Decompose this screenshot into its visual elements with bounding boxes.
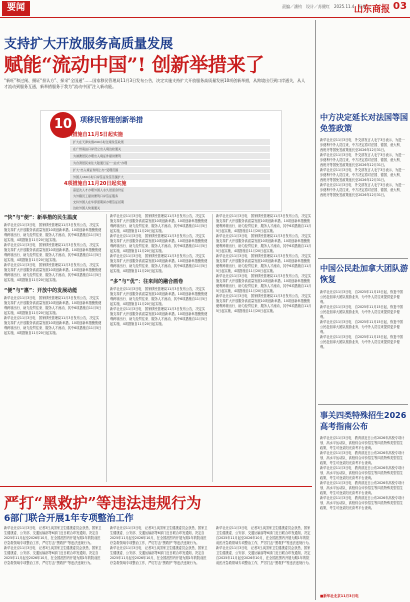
measure-item: 扩大“出入境证件网上办”受理范围 bbox=[70, 167, 270, 173]
measures-date-1: 6项措施自11月5日起实施 bbox=[64, 132, 123, 138]
sidebar-headline-2: 中国公民赴加拿大团队游恢复 bbox=[320, 264, 408, 284]
section-rule bbox=[0, 486, 312, 487]
byline: ■新华社北京11月3日电 bbox=[320, 594, 359, 598]
column-text: 新华社北京11月3日电 记者3日从国家卫生健康委员会获悉，国家卫生健康委、公安部、交通运输部等6部门近日联合印发通知，决定自2025年11月起至2026年10月，在全国范围内开展为期1年的院前医疗急救领域专项整治工作，严厉打击“黑救护”等违法违规行为。 bbox=[4, 546, 102, 565]
sidebar-divider bbox=[315, 20, 316, 600]
column-divider bbox=[106, 214, 107, 482]
column-text: 新华社北京11月3日电 国家移民管理局11月3日发布公告，决定实施支持扩大开放服务高质量发展10项创新举措。10项创新举措聚焦便利跨境出行、助力经贸往来、服务人才流动，其中6项措施自11月5日起实施，4项措施自11月20日起实施。 bbox=[216, 294, 312, 313]
column-subhead: “多”与“优”：往来间的融合画卷 bbox=[110, 279, 184, 285]
column-text: 新华社北京11月3日电 国家移民管理局11月3日发布公告，决定实施支持扩大开放服务高质量发展10项创新举措。10项创新举措聚焦便利跨境出行、助力经贸往来、服务人才流动，其中6项措施自11月5日起实施，4项措施自11月20日起实施。 bbox=[216, 274, 312, 293]
column-text: 新华社北京11月3日电 国家移民管理局11月3日发布公告，决定实施支持扩大开放服务高质量发展10项创新举措。10项创新举措聚焦便利跨境出行、助力经贸往来、服务人才流动，其中6项措施自11月5日起实施，4项措施自11月20日起实施。 bbox=[216, 214, 312, 233]
section-tag: 要闻 bbox=[2, 1, 30, 16]
sidebar-text-1 bbox=[320, 138, 406, 254]
column-text: 新华社北京11月3日电 国家移民管理局11月3日发布公告，决定实施支持扩大开放服务高质量发展10项创新举措。10项创新举措聚焦便利跨境出行、助力经贸往来、服务人才流动，其中6项措施自11月5日起实施，4项措施自11月20日起实施。 bbox=[4, 296, 102, 315]
column-text: 新华社北京11月3日电 记者3日从国家卫生健康委员会获悉，国家卫生健康委、公安部、交通运输部等6部门近日联合印发通知，决定自2025年11月起至2026年10月，在全国范围内开展为期1年的院前医疗急救领域专项整治工作，严厉打击“黑救护”等违法违规行为。 bbox=[110, 526, 208, 545]
measure-item: 扩大在天津实施240小时过境免签政策 bbox=[70, 139, 270, 145]
measures-count-badge: 10 bbox=[50, 112, 76, 138]
measure-item: 在广州南站口岸设立出入境边检通关 bbox=[70, 146, 270, 152]
masthead bbox=[0, 0, 410, 18]
column-text: 新华社北京11月3日电 国家移民管理局11月3日发布公告，决定实施支持扩大开放服务高质量发展10项创新举措。10项创新举措聚焦便利跨境出行、助力经贸往来、服务人才流动，其中6项措施自11月5日起实施，4项措施自11月20日起实施。 bbox=[4, 223, 102, 242]
column-text: 新华社北京11月3日电 国家移民管理局11月3日发布公告，决定实施支持扩大开放服务高质量发展10项创新举措。10项创新举措聚焦便利跨境出行、助力经贸往来、服务人才流动，其中6项措施自11月5日起实施，4项措施自11月20日起实施。 bbox=[110, 307, 208, 326]
measure-item: 边检外国人快速通关 bbox=[70, 205, 270, 210]
column-text: 新华社北京11月3日电 自2025年11月15日起，恢复中国公民赴加拿大团队旅游业务，为中外人员往来提供更多便利。 bbox=[320, 335, 403, 349]
measure-item: 外国人160小时口岸签证免签范围扩大 bbox=[70, 174, 270, 180]
sidebar-rule bbox=[318, 258, 408, 259]
bottom-subhead: 6部门联合开展1年专项整治工作 bbox=[4, 514, 134, 524]
column-text: 新华社北京11月3日电 外交部发言人毛宁3日表示，为进一步便利中外人员往来，中方决定将对法国、德国、意大利、西班牙等国免签政策延长至2026年12月31日。 bbox=[320, 183, 405, 197]
column-text: 新华社北京11月3日电 记者3日从国家卫生健康委员会获悉，国家卫生健康委、公安部、交通运输部等6部门近日联合印发通知，决定自2025年11月起至2026年10月，在全国范围内开展为期1年的院前医疗急救领域专项整治工作，严厉打击“黑救护”等违法违规行为。 bbox=[110, 546, 208, 565]
column-text: 新华社北京11月3日电 国家移民管理局11月3日发布公告，决定实施支持扩大开放服务高质量发展10项创新举措。10项创新举措聚焦便利跨境出行、助力经贸往来、服务人才流动，其中6项措施自11月5日起实施，4项措施自11月20日起实施。 bbox=[4, 263, 102, 282]
main-headline: 赋能“流动中国”! 创新举措来了 bbox=[4, 54, 265, 76]
measure-item: 为港澳居民办理出入境证件提供便利 bbox=[70, 153, 270, 159]
measure-item: 为外籍员工提供便利口岸签证服务 bbox=[70, 193, 270, 199]
column-subhead: “便”与“惠”：开放中的发展动能 bbox=[4, 288, 78, 294]
measure-item: 为台湾居民来往大陆通行证“一站式”办理 bbox=[70, 160, 270, 166]
column-text: 新华社北京11月3日电 国家移民管理局11月3日发布公告，决定实施支持扩大开放服务高质量发展10项创新举措。10项创新举措聚焦便利跨境出行、助力经贸往来、服务人才流动，其中6项措施自11月5日起实施，4项措施自11月20日起实施。 bbox=[216, 234, 312, 253]
column-text: 新华社北京11月3日电 外交部发言人毛宁3日表示，为进一步便利中外人员往来，中方决定将对法国、德国、意大利、西班牙等国免签政策延长至2026年12月31日。 bbox=[320, 168, 405, 182]
column-text: 新华社北京11月3日电 国家移民管理局11月3日发布公告，决定实施支持扩大开放服务高质量发展10项创新举措。10项创新举措聚焦便利跨境出行、助力经贸往来、服务人才流动，其中6项措施自11月5日起实施，4项措施自11月20日起实施。 bbox=[110, 287, 208, 306]
column-text: 新华社北京11月3日电 自2025年11月15日起，恢复中国公民赴加拿大团队旅游业务，为中外人员往来提供更多便利。 bbox=[320, 290, 403, 304]
column-subhead: “快”与“便”：新举措的民生温度 bbox=[4, 215, 78, 221]
column-text: 新华社北京11月3日电 自2025年11月15日起，恢复中国公民赴加拿大团队旅游业务，为中外人员往来提供更多便利。 bbox=[320, 305, 403, 319]
body-column-1 bbox=[4, 214, 102, 482]
column-text: 新华社北京11月3日电 教育部近日公布2026年高校专项计划、高水平运动队、高校综合评价招生等四类特殊类型招生政策，考生可登录阳光高考平台查询。 bbox=[320, 481, 405, 495]
column-text: 新华社北京11月3日电 国家移民管理局11月3日发布公告，决定实施支持扩大开放服务高质量发展10项创新举措。10项创新举措聚焦便利跨境出行、助力经贸往来、服务人才流动，其中6项措施自11月5日起实施，4项措施自11月20日起实施。 bbox=[110, 234, 208, 253]
column-text: 新华社北京11月3日电 记者3日从国家卫生健康委员会获悉，国家卫生健康委、公安部、交通运输部等6部门近日联合印发通知，决定自2025年11月起至2026年10月，在全国范围内开展为期1年的院前医疗急救领域专项整治工作，严厉打击“黑救护”等违法违规行为。 bbox=[4, 526, 102, 545]
column-text: 新华社北京11月3日电 记者3日从国家卫生健康委员会获悉，国家卫生健康委、公安部、交通运输部等6部门近日联合印发通知，决定自2025年11月起至2026年10月，在全国范围内开展为期1年的院前医疗急救领域专项整治工作，严厉打击“黑救护”等违法违规行为。 bbox=[216, 526, 312, 545]
column-text: 新华社北京11月3日电 教育部近日公布2026年高校专项计划、高水平运动队、高校综合评价招生等四类特殊类型招生政策，考生可登录阳光高考平台查询。 bbox=[320, 451, 405, 465]
column-text: 新华社北京11月3日电 国家移民管理局11月3日发布公告，决定实施支持扩大开放服务高质量发展10项创新举措。10项创新举措聚焦便利跨境出行、助力经贸往来、服务人才流动，其中6项措施自11月5日起实施，4项措施自11月20日起实施。 bbox=[216, 254, 312, 273]
bottom-column-2 bbox=[110, 526, 208, 600]
column-text: 新华社北京11月3日电 国家移民管理局11月3日发布公告，决定实施支持扩大开放服务高质量发展10项创新举措。10项创新举措聚焦便利跨境出行、助力经贸往来、服务人才流动，其中6项措施自11月5日起实施，4项措施自11月20日起实施。 bbox=[110, 254, 208, 273]
main-lead: “新旺”和过闸、摄证“担认方”、探采“全国通”……国家移民管理局11月3日发布公告，决定实施支持扩大开放服务高质量发展10项创新举措，从跨境出行到口岸通关，从人才流动到服务互通，新举措服务于我为“流动中国”注入新动能。 bbox=[4, 78, 306, 89]
column-divider bbox=[212, 214, 213, 482]
column-text: 新华社北京11月3日电 教育部近日公布2026年高校专项计划、高水平运动队、高校综合评价招生等四类特殊类型招生政策，考生可登录阳光高考平台查询。 bbox=[320, 466, 405, 480]
bottom-column-3 bbox=[216, 526, 312, 600]
paper-name: 山东商报 bbox=[354, 5, 391, 15]
column-text: 新华社北京11月3日电 国家移民管理局11月3日发布公告，决定实施支持扩大开放服务高质量发展10项创新举措。10项创新举措聚焦便利跨境出行、助力经贸往来、服务人才流动，其中6项措施自11月5日起实施，4项措施自11月20日起实施。 bbox=[4, 316, 102, 335]
column-text: 新华社北京11月3日电 记者3日从国家卫生健康委员会获悉，国家卫生健康委、公安部、交通运输部等6部门近日联合印发通知，决定自2025年11月起至2026年10月，在全国范围内开展为期1年的院前医疗急救领域专项整治工作，严厉打击“黑救护”等违法违规行为。 bbox=[216, 546, 312, 565]
column-text: 新华社北京11月3日电 教育部近日公布2026年高校专项计划、高水平运动队、高校综合评价招生等四类特殊类型招生政策，考生可登录阳光高考平台查询。 bbox=[320, 496, 405, 510]
main-kicker: 支持扩大开放服务高质量发展 bbox=[4, 37, 174, 52]
measures-date-2: 4项措施自11月20日起实施 bbox=[64, 181, 127, 187]
sidebar-headline-3: 事关四类特殊招生2026高考指南公布 bbox=[320, 411, 407, 431]
column-text: 新华社北京11月3日电 教育部近日公布2026年高校专项计划、高水平运动队、高校综合评价招生等四类特殊类型招生政策，考生可登录阳光高考平台查询。 bbox=[320, 436, 405, 450]
sidebar-rule bbox=[318, 404, 408, 405]
column-text: 新华社北京11月3日电 外交部发言人毛宁3日表示，为进一步便利中外人员往来，中方决定将对法国、德国、意大利、西班牙等国免签政策延长至2026年12月31日。 bbox=[320, 138, 405, 152]
body-column-3 bbox=[216, 214, 312, 482]
column-text: 新华社北京11月3日电 国家移民管理局11月3日发布公告，决定实施支持扩大开放服务高质量发展10项创新举措。10项创新举措聚焦便利跨境出行、助力经贸往来、服务人才流动，其中6项措施自11月5日起实施，4项措施自11月20日起实施。 bbox=[4, 243, 102, 262]
bottom-headline: 严打“黑救护”等违法违规行为 bbox=[4, 494, 202, 512]
page-number: 03 bbox=[393, 1, 407, 12]
sidebar-text-3 bbox=[320, 436, 406, 592]
sidebar-text-2 bbox=[320, 290, 406, 400]
sidebar-headline-1: 中方决定延长对法国等国免签政策 bbox=[320, 113, 408, 133]
body-column-2 bbox=[110, 214, 208, 482]
measure-item: 支持外国人在华停留期间办理签证延期 bbox=[70, 199, 270, 205]
bottom-column-1 bbox=[4, 526, 102, 600]
column-text: 新华社北京11月3日电 外交部发言人毛宁3日表示，为进一步便利中外人员往来，中方决定将对法国、德国、意大利、西班牙等国免签政策延长至2026年12月31日。 bbox=[320, 153, 405, 167]
measures-box-title: 项移民管理创新举措 bbox=[80, 116, 143, 124]
column-text: 新华社北京11月3日电 国家移民管理局11月3日发布公告，决定实施支持扩大开放服务高质量发展10项创新举措。10项创新举措聚焦便利跨境出行、助力经贸往来、服务人才流动，其中6项措施自11月5日起实施，4项措施自11月20日起实施。 bbox=[110, 214, 208, 233]
column-text: 新华社北京11月3日电 自2025年11月15日起，恢复中国公民赴加拿大团队旅游业务，为中外人员往来提供更多便利。 bbox=[320, 320, 403, 334]
measure-item: 高层次人才办理外国人永久居留身份证 bbox=[70, 187, 270, 193]
issue-meta: 责编／潘钧 设计／苏健红 2025.11.4 星期二 bbox=[282, 4, 371, 9]
